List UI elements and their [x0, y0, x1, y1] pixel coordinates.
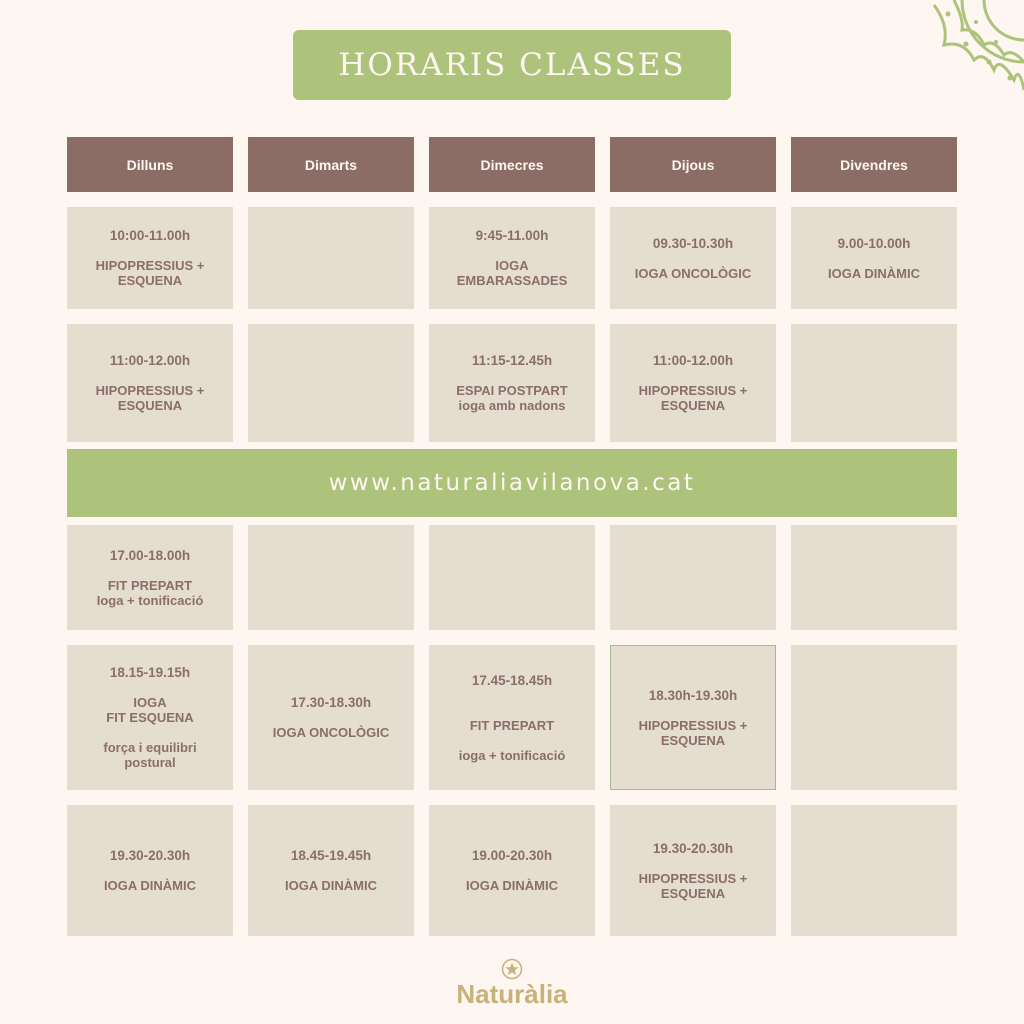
class-name: IOGA DINÀMIC	[828, 265, 920, 281]
class-name: Ioga + tonificació	[96, 592, 204, 608]
schedule-cell	[429, 324, 595, 442]
class-time: 18.15-19.15h	[109, 665, 191, 680]
class-time: 9:45-11.00h	[475, 228, 549, 243]
schedule-cell	[248, 324, 414, 442]
class-time: 18.30h-19.30h	[648, 687, 738, 703]
class-name: ESQUENA	[660, 885, 726, 901]
class-name: HIPOPRESSIUS +	[638, 870, 748, 886]
class-time: 19.30-20.30h	[652, 840, 734, 856]
website-banner	[67, 449, 957, 517]
class-time: 09.30-10.30h	[652, 235, 734, 251]
schedule-cell	[610, 645, 776, 790]
class-name: ESPAI POSTPART	[456, 383, 568, 398]
class-time: 10:00-11.00h	[109, 228, 191, 243]
class-time: 19.30-20.30h	[109, 848, 191, 863]
class-name: IOGA DINÀMIC	[466, 878, 558, 893]
schedule-cell	[67, 207, 233, 309]
schedule-cell	[429, 525, 595, 630]
class-time: 18.45-19.45h	[290, 848, 372, 863]
schedule-cell	[791, 645, 957, 790]
class-time: 17.45-18.45h	[471, 672, 553, 688]
class-time: 17.30-18.30h	[290, 695, 372, 710]
class-name: HIPOPRESSIUS +	[95, 383, 205, 398]
day-header: Divendres	[791, 137, 957, 192]
schedule-cell	[610, 805, 776, 936]
schedule-cell	[248, 207, 414, 309]
schedule-cell	[248, 645, 414, 790]
page-title: HORARIS CLASSES	[338, 47, 686, 83]
class-name: FIT PREPART	[469, 717, 555, 733]
class-name: força i equilibri	[103, 740, 197, 755]
schedule-cell	[67, 525, 233, 630]
class-name: ESQUENA	[660, 398, 726, 413]
class-name: ioga amb nadons	[458, 398, 566, 413]
star-emblem-icon	[501, 958, 523, 980]
class-name: IOGA	[495, 258, 529, 273]
day-header: Dimecres	[429, 137, 595, 192]
schedule-cell	[610, 525, 776, 630]
class-name: IOGA DINÀMIC	[285, 878, 377, 893]
day-header: Dimarts	[248, 137, 414, 192]
schedule-cell	[429, 805, 595, 936]
class-name: IOGA	[133, 695, 167, 710]
website-link[interactable]: www.naturaliavilanova.cat	[328, 470, 696, 496]
class-name: IOGA ONCOLÒGIC	[634, 265, 752, 281]
schedule-cell	[429, 645, 595, 790]
class-name: FIT ESQUENA	[106, 710, 194, 725]
class-time: 11:00-12.00h	[109, 353, 191, 368]
day-header: Dijous	[610, 137, 776, 192]
class-time: 9.00-10.00h	[837, 235, 911, 251]
class-name: postural	[124, 755, 176, 770]
schedule-cell	[791, 805, 957, 936]
class-name: ESQUENA	[117, 273, 183, 288]
schedule-cell	[67, 805, 233, 936]
class-name: HIPOPRESSIUS +	[95, 258, 205, 273]
schedule-cell	[248, 805, 414, 936]
class-name: ESQUENA	[660, 732, 726, 748]
class-time: 11:00-12.00h	[652, 353, 734, 368]
schedule-cell	[67, 324, 233, 442]
schedule-cell	[791, 324, 957, 442]
mandala-ornament-icon	[914, 0, 1024, 100]
schedule-cell	[429, 207, 595, 309]
schedule-cell	[67, 645, 233, 790]
class-time: 17.00-18.00h	[109, 547, 191, 563]
title-banner	[293, 30, 731, 100]
brand-name: Naturàlia	[456, 979, 568, 1009]
schedule-cell	[791, 525, 957, 630]
class-name: IOGA ONCOLÒGIC	[272, 725, 390, 740]
class-name: IOGA DINÀMIC	[104, 878, 196, 893]
class-time: 11:15-12.45h	[471, 353, 553, 368]
brand-logo	[449, 958, 575, 1008]
class-name: HIPOPRESSIUS +	[638, 383, 748, 398]
schedule-cell	[610, 324, 776, 442]
schedule-cell	[248, 525, 414, 630]
schedule-cell	[610, 207, 776, 309]
class-name: EMBARASSADES	[456, 273, 568, 288]
schedule-cell	[791, 207, 957, 309]
class-name: ESQUENA	[117, 398, 183, 413]
class-name: ioga + tonificació	[458, 747, 566, 763]
class-name: FIT PREPART	[107, 577, 193, 593]
class-time: 19.00-20.30h	[471, 848, 553, 863]
day-header: Dilluns	[67, 137, 233, 192]
class-name: HIPOPRESSIUS +	[638, 717, 748, 733]
